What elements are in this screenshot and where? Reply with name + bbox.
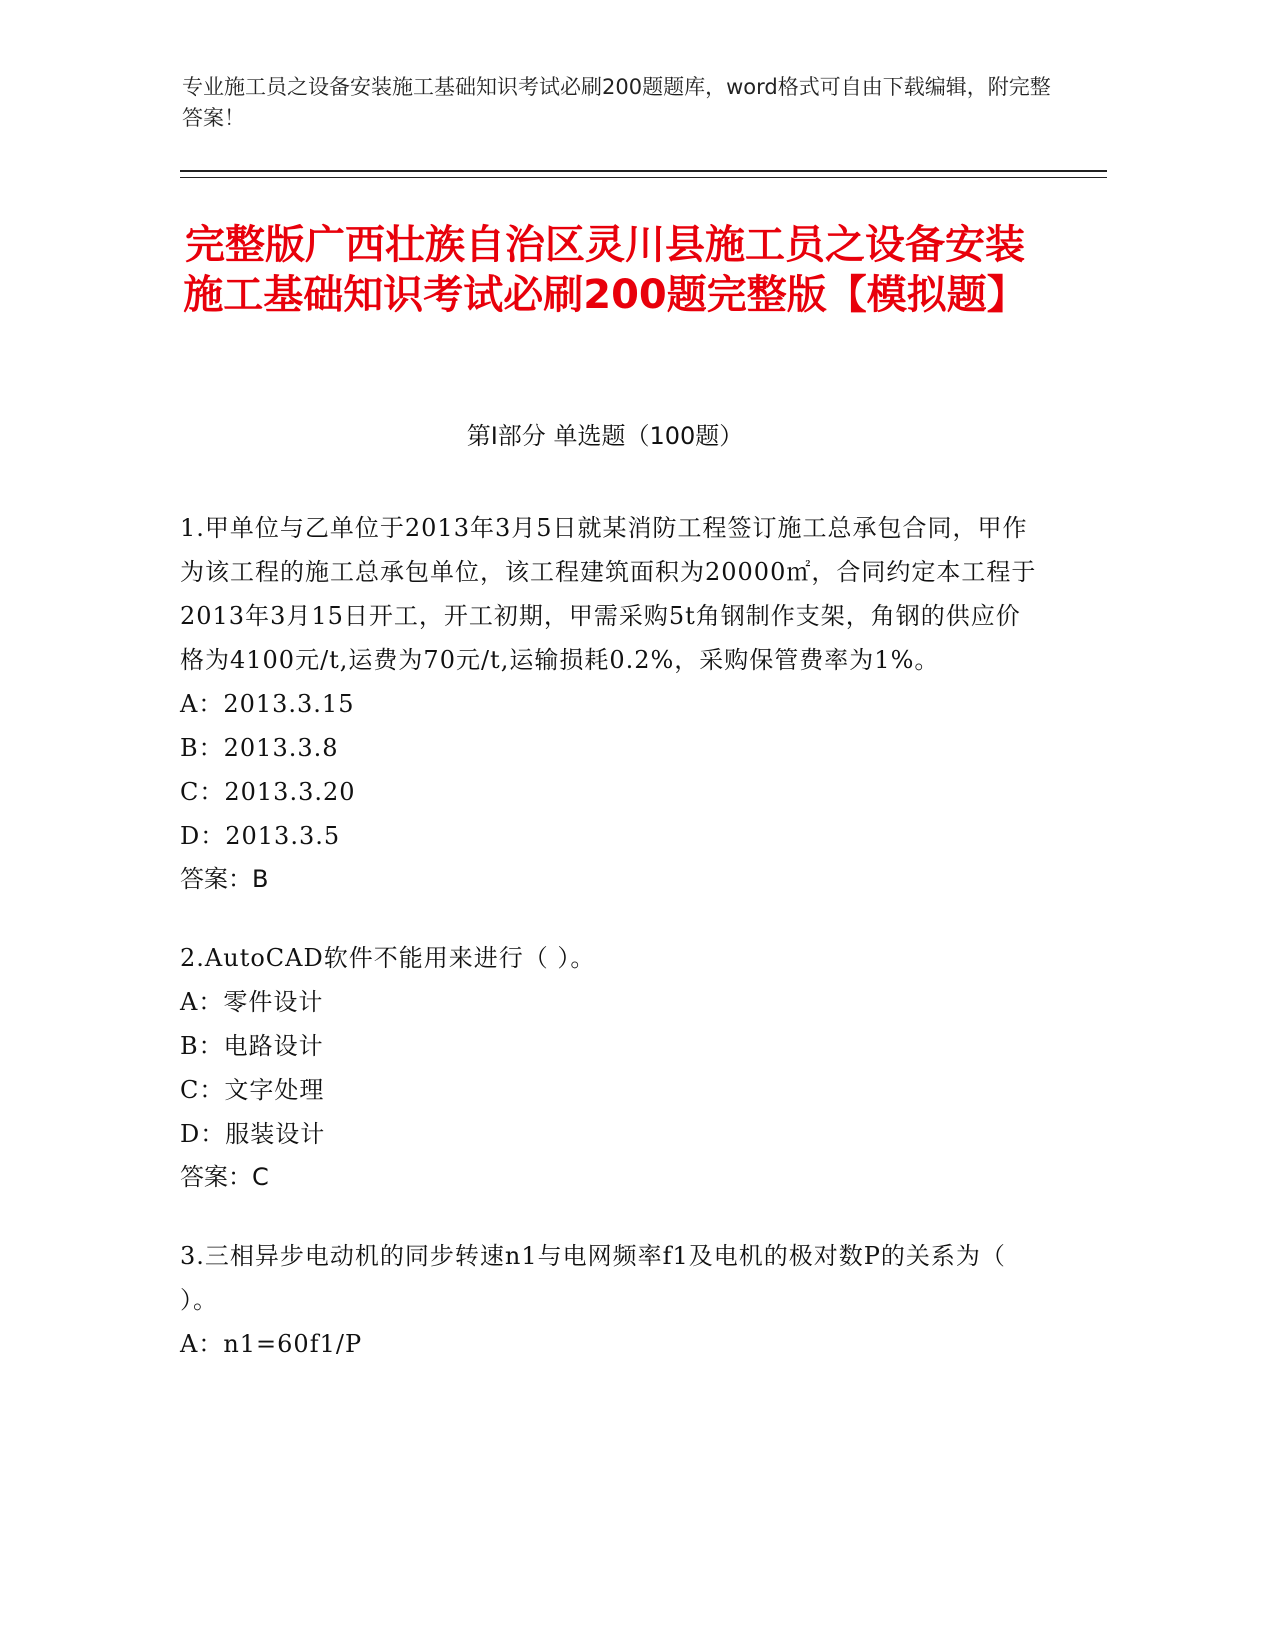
question-list <box>180 506 1040 1402</box>
option-d: D：服装设计 <box>180 1120 326 1148</box>
option-a: A：2013.3.15 <box>180 690 355 718</box>
option-b: B：2013.3.8 <box>180 734 339 762</box>
header-divider-thick <box>180 170 1107 172</box>
option-d: D：2013.3.5 <box>180 822 341 850</box>
header-divider-thin <box>180 177 1107 178</box>
answer: 答案：C <box>180 1163 269 1191</box>
question-2 <box>180 936 1040 1198</box>
option-b: B：电路设计 <box>180 1032 324 1060</box>
option-a: A：零件设计 <box>180 988 324 1016</box>
option-list <box>180 1322 1040 1366</box>
question-stem: 2.AutoCAD软件不能用来进行（ ）。 <box>180 944 596 972</box>
option-a: A：n1=60f1/P <box>180 1330 363 1358</box>
option-c: C：2013.3.20 <box>180 778 356 806</box>
header-note: 专业施工员之设备安装施工基础知识考试必刷200题题库，word格式可自由下载编辑，附完整答案！ <box>182 75 1051 130</box>
option-list <box>180 682 1040 858</box>
question-1 <box>180 506 1040 900</box>
document-title: 完整版广西壮族自治区灵川县施工员之设备安装施工基础知识考试必刷200题完整版【模拟题】 <box>183 222 1027 318</box>
question-3 <box>180 1234 1040 1366</box>
section-title: 第I部分 单选题（100题） <box>466 422 744 450</box>
answer: 答案：B <box>180 865 269 893</box>
option-c: C：文字处理 <box>180 1076 325 1104</box>
question-stem: 3.三相异步电动机的同步转速n1与电网频率f1及电机的极对数P的关系为（ ）。 <box>180 1242 1006 1314</box>
option-list <box>180 980 1040 1156</box>
question-stem: 1.甲单位与乙单位于2013年3月5日就某消防工程签订施工总承包合同，甲作为该工程的施工总承包单位，该工程建筑面积为20000㎡，合同约定本工程于2013年3月15日开工，开工初期，甲需采购5t角钢制作支架，角钢的供应价格为4100元/t,运费为70元/t,运输损耗0.2%，采购保管费率为1%。 <box>180 514 1037 674</box>
